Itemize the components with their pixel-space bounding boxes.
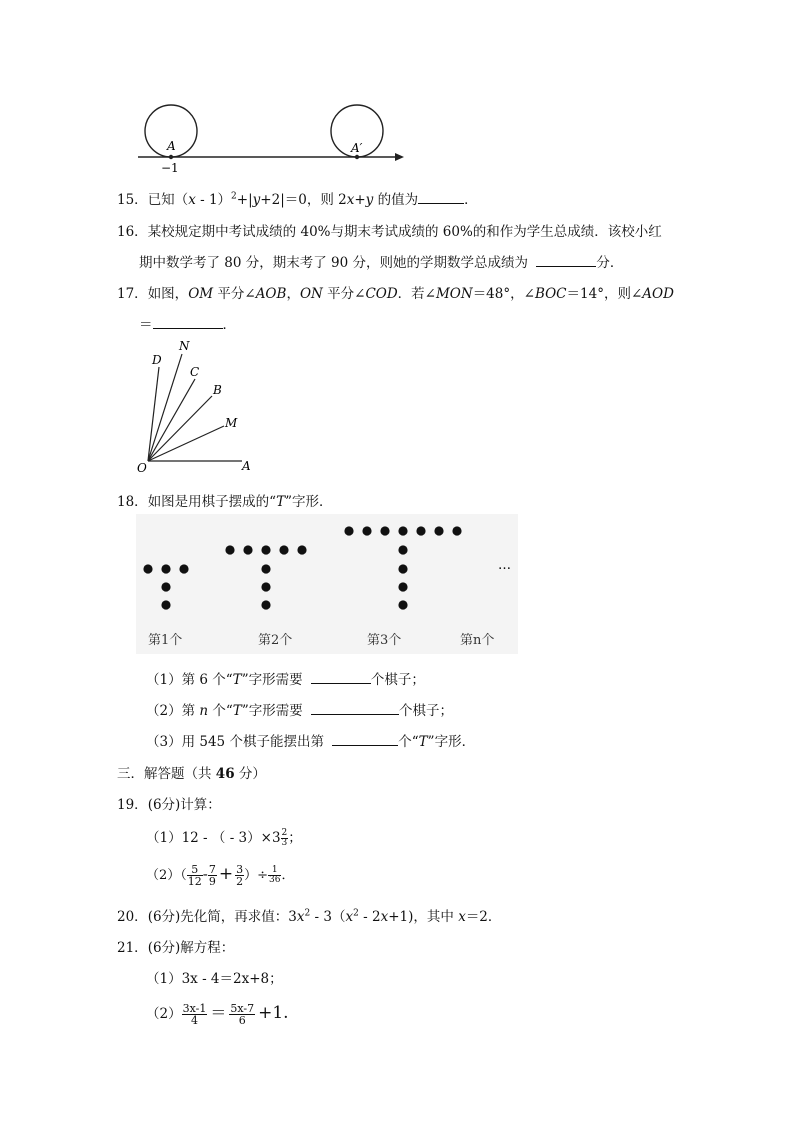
fraction-5x-7-6: $\frac{5x-7}{6}$ [230,1002,255,1027]
q20-number: 20． [117,909,148,925]
shape3-top-dot [434,526,443,535]
shape3-stem-dot [398,564,407,573]
question-19: 19．(6分)计算： [117,797,221,813]
q18-3-answer-blank[interactable] [332,732,398,746]
question-16-line2: 期中数学考了 80 分，期末考了 90 分，则她的学期数学总成绩为 分． [139,255,624,271]
question-19-sub2: （2）（ $\frac{5}{12}$ - $\frac{7}{9}$ + $\frac{3}{2}$ ）÷ $\frac{1}{36}$ ． [146,863,295,888]
label-c: C [190,365,200,379]
shape1-stem-dot [161,582,170,591]
question-16: 16．某校规定期中考试成绩的 40%与期末考试成绩的 60%的和作为学生总成绩．该校小红 [117,224,662,240]
q17-answer-blank[interactable] [153,315,223,329]
q18-number: 18． [117,494,148,510]
fraction-3-2: $\frac{3}{2}$ [236,863,244,888]
question-15: 15．已知（x - 1）$^2$+|y+2|＝0，则 2x+y 的值为 ． [117,191,478,208]
q18-2-answer-blank[interactable] [311,701,399,715]
label-a-prime: A′ [351,141,363,155]
angle-rays-figure [132,336,262,476]
shape3-top-dot [380,526,389,535]
point-a-prime [355,155,359,159]
shape2-top-dot [225,545,234,554]
caption-n: 第n个 [460,633,495,648]
q19-number: 19． [117,797,148,813]
shape1-top-dot [143,564,152,573]
t-shapes-figure [136,514,518,654]
caption-3: 第3个 [367,633,402,648]
label-d: D [152,353,162,367]
question-18-sub2: （2）第 n 个“T”字形需要 个棋子； [146,703,454,719]
shape1-top-dot [179,564,188,573]
shape3-top-dot [416,526,425,535]
ray-od [148,367,159,461]
number-line-arrow [395,153,404,161]
q19-mixed-fraction: $\frac{2}{3}$ [281,828,288,848]
label-a: A [242,459,251,473]
question-20: 20．(6分)先化简，再求值：$3x^2 - 3(x^2 - 2x+1)$，其中 x＝2． [117,908,502,925]
q15-number: 15． [117,192,148,208]
point-a [169,155,173,159]
fraction-3x-1-4: $\frac{3x-1}{4}$ [182,1002,207,1027]
question-21-sub1: （1）3x - 4＝2x+8； [146,971,283,987]
shape3-stem-dot [398,582,407,591]
q16-number: 16． [117,224,148,240]
shape2-stem-dot [261,582,270,591]
shape2-stem-dot [261,564,270,573]
label-a: A [167,139,176,153]
shape3-top-dot [362,526,371,535]
question-17-line2: ＝ ． [139,317,236,333]
shape1-stem-dot [161,600,170,609]
question-19-sub1: （1）12 - （ - 3）×3 $\frac{2}{3}$ ； [146,828,302,848]
shape3-top-dot [344,526,353,535]
shape3-top-dot [398,526,407,535]
shape1-top-dot [161,564,170,573]
question-18-sub3: （3）用 545 个棋子能摆出第 个“T”字形． [146,734,476,750]
shape3-top-dot [452,526,461,535]
shape2-top-dot [297,545,306,554]
shape2-top-dot [261,545,270,554]
shape2-stem-dot [261,600,270,609]
section-3-heading: 三．解答题（共 46 分） [117,766,266,782]
q18-1-answer-blank[interactable] [311,670,371,684]
shape3-stem-dot [398,545,407,554]
tick-label: −1 [161,161,179,175]
question-21: 21．(6分)解方程： [117,940,235,956]
question-18-sub1: （1）第 6 个“T”字形需要 个棋子； [146,672,425,688]
number-line-figure [130,96,410,176]
q17-number: 17． [117,286,148,302]
q16-answer-blank[interactable] [536,253,596,267]
label-o: O [137,461,147,475]
fraction-7-9: $\frac{7}{9}$ [208,863,216,888]
ellipsis: … [498,558,511,573]
question-17: 17．如图，OM 平分∠AOB，ON 平分∠COD．若∠MON＝48°，∠BOC＝14°，则∠AOD [117,286,674,302]
shape2-top-dot [243,545,252,554]
shape2-top-dot [279,545,288,554]
q15-answer-blank[interactable] [418,190,464,204]
question-21-sub2: （2） $\frac{3x-1}{4}$ ＝ $\frac{5x-7}{6}$ +1. [146,1002,289,1027]
q21-number: 21． [117,940,148,956]
caption-2: 第2个 [258,633,293,648]
caption-1: 第1个 [148,633,183,648]
label-n: N [179,339,190,353]
fraction-5-12: $\frac{5}{12}$ [187,863,202,888]
shape3-stem-dot [398,600,407,609]
ray-om [148,426,224,461]
fraction-1-36: $\frac{1}{36}$ [269,865,281,885]
ray-on [148,354,182,461]
label-b: B [213,383,222,397]
label-m: M [225,416,238,430]
question-18: 18．如图是用棋子摆成的“T”字形． [117,494,333,510]
